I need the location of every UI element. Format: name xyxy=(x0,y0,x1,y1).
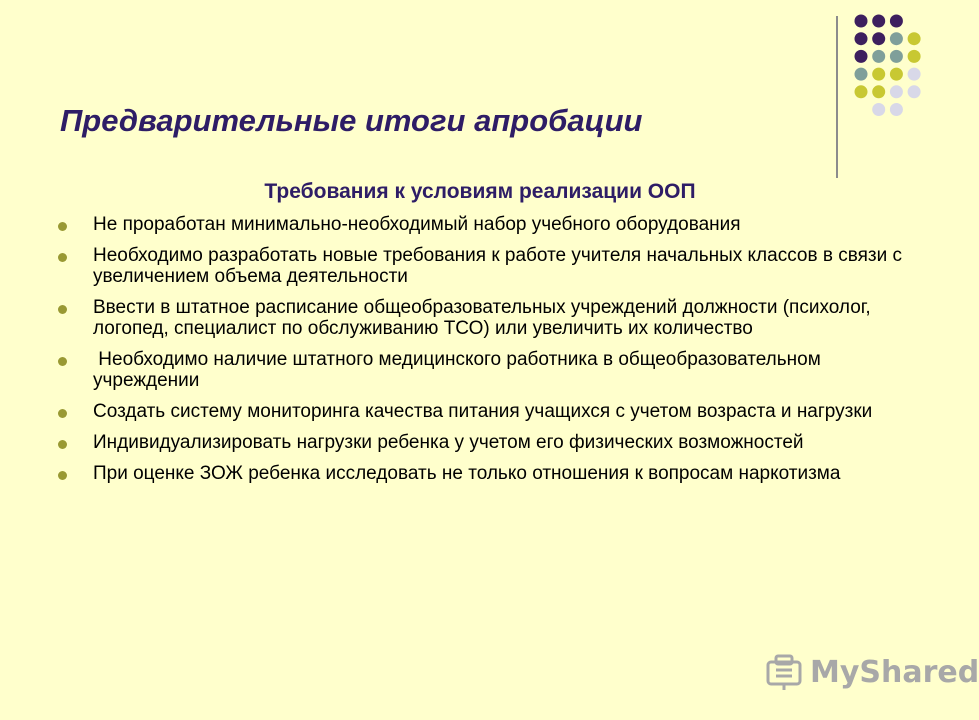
bullet-icon xyxy=(58,471,67,480)
decorative-dot xyxy=(890,15,903,28)
bullet-icon xyxy=(58,440,67,449)
list-item xyxy=(48,297,908,339)
list-item xyxy=(48,401,908,422)
bullet-icon xyxy=(58,222,67,231)
myshared-watermark xyxy=(764,652,979,692)
decorative-dot xyxy=(855,68,868,81)
list-item-text: Ввести в штатное расписание общеобразовательных учреждений должности (психолог, логопед, специалист по обслуживанию ТСО) или увеличить их количество xyxy=(93,297,871,339)
decorative-dot xyxy=(890,103,903,116)
decorative-dot xyxy=(872,32,885,45)
list-item xyxy=(48,245,908,287)
decorative-dot xyxy=(855,32,868,45)
section-subtitle: Требования к условиям реализации ООП xyxy=(264,180,696,203)
bullet-icon xyxy=(58,357,67,366)
decorative-dot xyxy=(908,50,921,63)
decorative-dot xyxy=(872,15,885,28)
decorative-dot xyxy=(890,50,903,63)
list-item xyxy=(48,214,908,235)
list-item-text: При оценке ЗОЖ ребенка исследовать не только отношения к вопросам наркотизма xyxy=(93,463,841,484)
decorative-dot xyxy=(908,68,921,81)
list-item xyxy=(48,463,908,484)
bullet-icon xyxy=(58,253,67,262)
decorative-dot xyxy=(890,32,903,45)
bullet-icon xyxy=(58,305,67,314)
decorative-dot xyxy=(908,85,921,98)
bullet-icon xyxy=(58,409,67,418)
decorative-dot xyxy=(855,15,868,28)
decorative-dot xyxy=(872,85,885,98)
decorative-dot xyxy=(872,103,885,116)
page-title: Предварительные итоги апробации xyxy=(60,103,643,138)
list-item xyxy=(48,349,908,391)
bullet-list xyxy=(48,214,908,494)
decorative-dot-grid xyxy=(0,0,960,200)
decorative-vertical-line xyxy=(836,16,838,178)
list-item xyxy=(48,432,908,453)
decorative-dot xyxy=(855,85,868,98)
decorative-dot xyxy=(890,85,903,98)
list-item-text: Создать систему мониторинга качества питания учащихся с учетом возраста и нагрузки xyxy=(93,401,873,422)
decorative-dot xyxy=(872,68,885,81)
list-item-text: Необходимо наличие штатного медицинского работника в общеобразовательном учреждении xyxy=(93,349,827,391)
decorative-dot xyxy=(855,50,868,63)
list-item-text: Индивидуализировать нагрузки ребенка у учетом его физических возможностей xyxy=(93,432,804,453)
watermark-text: MyShared xyxy=(810,654,979,690)
myshared-logo-icon xyxy=(764,652,804,692)
list-item-text: Не проработан минимально-необходимый набор учебного оборудования xyxy=(93,214,741,235)
decorative-dot xyxy=(872,50,885,63)
decorative-dot xyxy=(908,32,921,45)
list-item-text: Необходимо разработать новые требования к работе учителя начальных классов в связи с увеличением объема деятельности xyxy=(93,245,902,287)
decorative-dot xyxy=(890,68,903,81)
